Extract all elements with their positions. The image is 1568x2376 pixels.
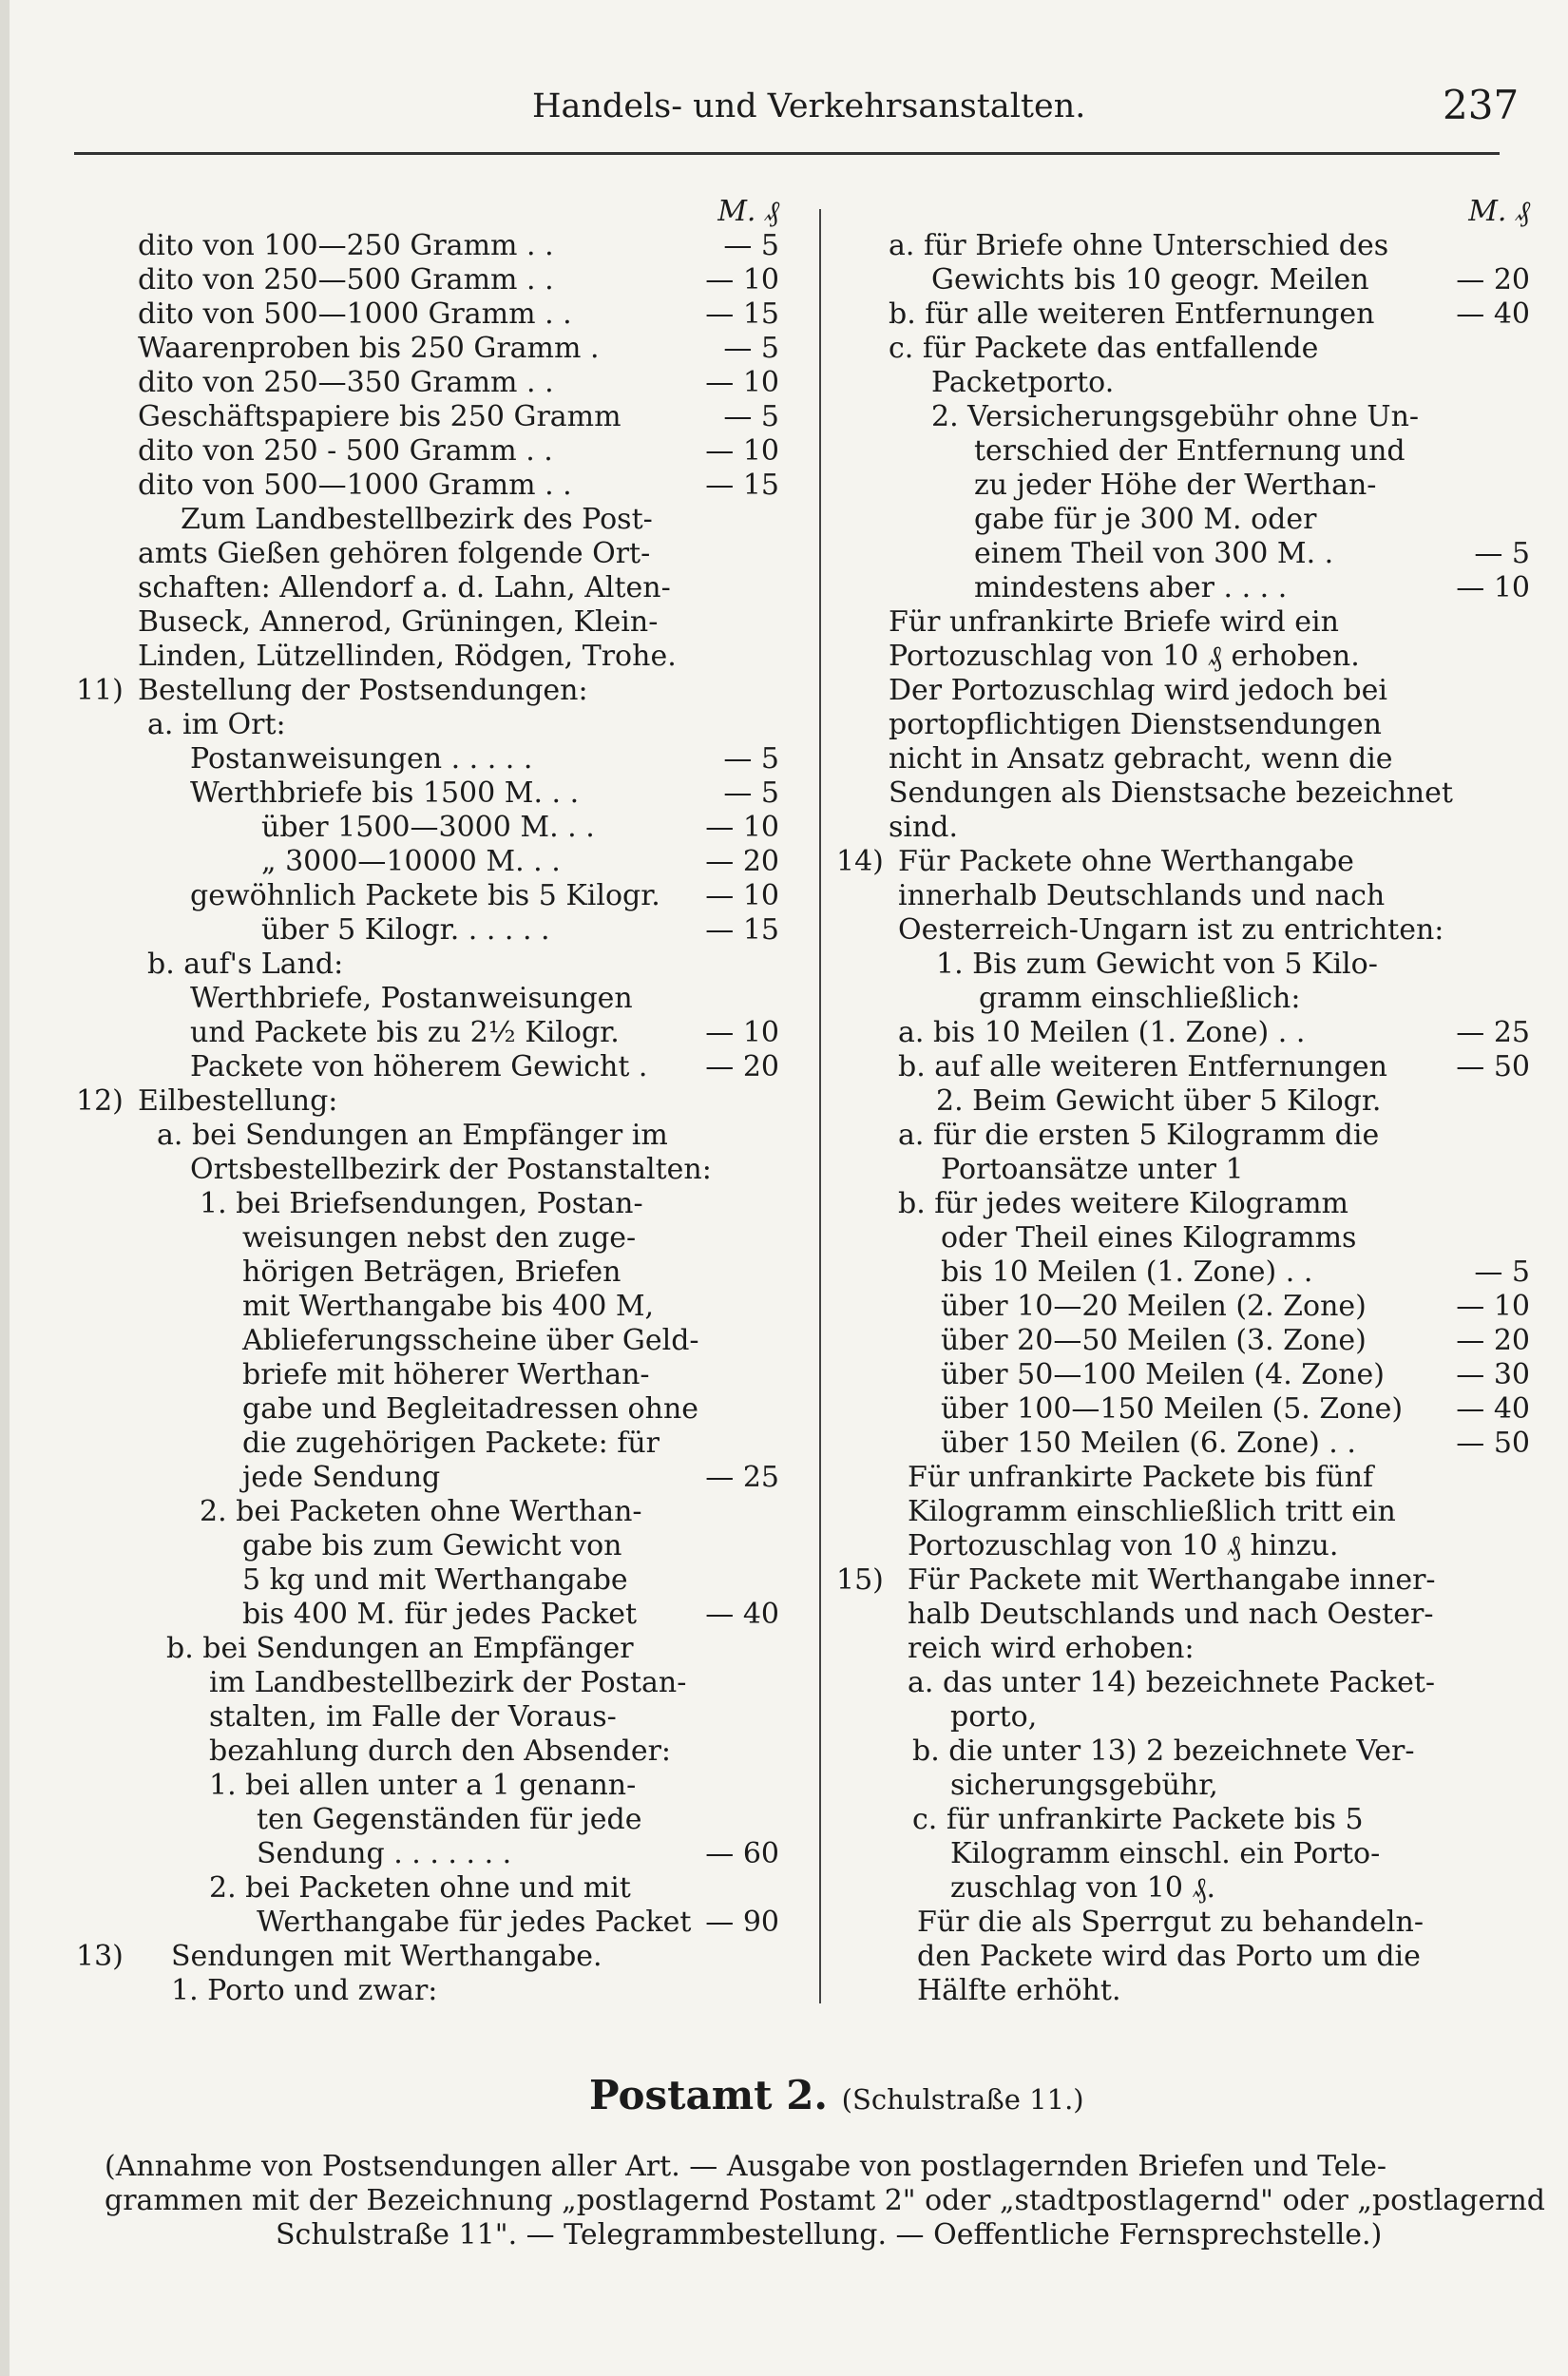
left-column-line xyxy=(76,1461,779,1495)
line-text: b. für alle weiteren Entfernungen xyxy=(889,297,1375,331)
line-text: dito von 500—1000 Gramm . . xyxy=(138,469,572,502)
left-column-line xyxy=(76,1666,779,1700)
right-column-line xyxy=(836,1290,1530,1324)
right-column-line xyxy=(836,1358,1530,1392)
line-text: briefe mit höherer Werthan- xyxy=(242,1358,650,1391)
left-column-line xyxy=(76,708,779,742)
amount: — 5 xyxy=(723,332,779,365)
amount: — 5 xyxy=(723,400,779,433)
right-column-line xyxy=(836,1153,1530,1187)
line-text: terschied der Entfernung und xyxy=(974,434,1405,468)
right-column-line xyxy=(836,1906,1530,1940)
left-column-line xyxy=(76,503,779,537)
line-text: c. für unfrankirte Packete bis 5 xyxy=(912,1803,1364,1836)
left-column-line xyxy=(76,366,779,400)
left-column-line xyxy=(76,605,779,640)
right-column-line xyxy=(836,1974,1530,2008)
line-text: Packetporto. xyxy=(931,366,1115,399)
line-text: 5 kg und mit Werthangabe xyxy=(242,1563,628,1597)
line-text: über 150 Meilen (6. Zone) . . xyxy=(941,1427,1356,1460)
right-column-line xyxy=(836,1734,1530,1769)
line-text: zuschlag von 10 ₰. xyxy=(950,1871,1215,1905)
amount: — 25 xyxy=(1456,1016,1530,1049)
line-text: c. für Packete das entfallende xyxy=(889,332,1319,365)
line-text: Sendungen als Dienstsache bezeichnet xyxy=(889,776,1453,810)
right-column-line xyxy=(836,913,1530,948)
left-column-line xyxy=(76,229,779,263)
currency-header: M. ₰ xyxy=(1468,195,1530,228)
amount: — 15 xyxy=(705,297,779,331)
line-text: jede Sendung xyxy=(242,1461,441,1494)
left-column-line xyxy=(76,195,779,229)
amount: — 5 xyxy=(723,229,779,262)
section-number: 11) xyxy=(76,674,124,707)
line-text: dito von 100—250 Gramm . . xyxy=(138,229,554,262)
line-text: Sendungen mit Werthangabe. xyxy=(171,1940,602,1973)
left-column-line xyxy=(76,1734,779,1769)
left-column-line xyxy=(76,1119,779,1153)
line-text: Hälfte erhöht. xyxy=(917,1974,1121,2007)
right-column-line xyxy=(836,537,1530,571)
left-column-line xyxy=(76,1255,779,1290)
line-text: dito von 250 - 500 Gramm . . xyxy=(138,434,553,468)
left-column-line xyxy=(76,1529,779,1563)
left-column-line xyxy=(76,1016,779,1050)
line-text: hörigen Beträgen, Briefen xyxy=(242,1255,621,1289)
left-column-line xyxy=(76,434,779,469)
left-column-line xyxy=(76,1598,779,1632)
right-column-line xyxy=(836,1084,1530,1119)
left-column-line xyxy=(76,1495,779,1529)
line-text: zu jeder Höhe der Werthan- xyxy=(974,469,1377,502)
postamt-notice-line: Schulstraße 11". — Telegrammbestellung. — Oeffentliche Fernsprechstelle.) xyxy=(276,2218,1383,2251)
right-column-line xyxy=(836,434,1530,469)
line-text: porto, xyxy=(950,1700,1038,1734)
amount: — 15 xyxy=(705,913,779,947)
left-column-line xyxy=(76,1837,779,1871)
right-column-line xyxy=(836,297,1530,332)
line-text: den Packete wird das Porto um die xyxy=(917,1940,1421,1973)
right-column-line xyxy=(836,263,1530,297)
line-text: 1. Bis zum Gewicht von 5 Kilo- xyxy=(936,948,1378,981)
left-column-line xyxy=(76,1290,779,1324)
right-column-line xyxy=(836,1940,1530,1974)
left-column-line xyxy=(76,1563,779,1598)
left-column-line xyxy=(76,1324,779,1358)
line-text: Packete von höherem Gewicht . xyxy=(190,1050,648,1083)
right-column-line xyxy=(836,708,1530,742)
right-column-line xyxy=(836,1803,1530,1837)
line-text: gewöhnlich Packete bis 5 Kilogr. xyxy=(190,879,660,912)
line-text: Postanweisungen . . . . . xyxy=(190,742,533,776)
amount: — 10 xyxy=(705,366,779,399)
left-column-line xyxy=(76,1871,779,1906)
line-text: dito von 250—350 Gramm . . xyxy=(138,366,554,399)
right-column-line xyxy=(836,948,1530,982)
line-text: Sendung . . . . . . . xyxy=(257,1837,512,1870)
left-column-line xyxy=(76,537,779,571)
line-text: sicherungsgebühr, xyxy=(950,1769,1218,1802)
line-text: a. für die ersten 5 Kilogramm die xyxy=(898,1119,1380,1152)
right-column-line xyxy=(836,1324,1530,1358)
right-column-line xyxy=(836,674,1530,708)
line-text: Der Portozuschlag wird jedoch bei xyxy=(889,674,1387,707)
amount: — 90 xyxy=(705,1906,779,1939)
line-text: Geschäftspapiere bis 250 Gramm xyxy=(138,400,621,433)
line-text: über 5 Kilogr. . . . . . xyxy=(261,913,550,947)
left-column-line xyxy=(76,879,779,913)
right-column-line xyxy=(836,640,1530,674)
line-text: über 20—50 Meilen (3. Zone) xyxy=(941,1324,1367,1357)
line-text: die zugehörigen Packete: für xyxy=(242,1427,660,1460)
line-text: mit Werthangabe bis 400 M, xyxy=(242,1290,655,1323)
amount: — 10 xyxy=(1456,571,1530,604)
right-column-line xyxy=(836,1461,1530,1495)
line-text: gabe bis zum Gewicht von xyxy=(242,1529,622,1562)
line-text: Buseck, Annerod, Grüningen, Klein- xyxy=(138,605,659,639)
line-text: 1. Porto und zwar: xyxy=(171,1974,438,2007)
right-column-line xyxy=(836,1392,1530,1427)
line-text: bezahlung durch den Absender: xyxy=(209,1734,672,1768)
left-column-line xyxy=(76,1221,779,1255)
amount: — 10 xyxy=(705,434,779,468)
page-number: 237 xyxy=(1443,82,1520,128)
line-text: Waarenproben bis 250 Gramm . xyxy=(138,332,600,365)
line-text: 2. bei Packeten ohne und mit xyxy=(209,1871,631,1905)
left-column-line xyxy=(76,1700,779,1734)
line-text: b. bei Sendungen an Empfänger xyxy=(166,1632,634,1665)
postamt-notice-line: (Annahme von Postsendungen aller Art. — Ausgabe von postlagernden Briefen und Tele- xyxy=(105,2150,1387,2183)
line-text: Für unfrankirte Packete bis fünf xyxy=(908,1461,1374,1494)
right-column-line xyxy=(836,229,1530,263)
line-text: b. die unter 13) 2 bezeichnete Ver- xyxy=(912,1734,1415,1768)
left-column-line xyxy=(76,811,779,845)
line-text: Für Packete mit Werthangabe inner- xyxy=(908,1563,1436,1597)
left-column-line xyxy=(76,640,779,674)
line-text: innerhalb Deutschlands und nach xyxy=(898,879,1386,912)
right-column-line xyxy=(836,195,1530,229)
line-text: Eilbestellung: xyxy=(138,1084,338,1118)
line-text: und Packete bis zu 2½ Kilogr. xyxy=(190,1016,620,1049)
right-column-line xyxy=(836,1666,1530,1700)
line-text: Ortsbestellbezirk der Postanstalten: xyxy=(190,1153,712,1186)
line-text: reich wird erhoben: xyxy=(908,1632,1195,1665)
currency-header: M. ₰ xyxy=(717,195,779,228)
right-column-line xyxy=(836,1700,1530,1734)
amount: — 5 xyxy=(723,776,779,810)
postamt-notice-line: grammen mit der Bezeichnung „postlagernd Postamt 2" oder „stadtpostlagernd" oder „postlagernd xyxy=(105,2184,1545,2217)
amount: — 40 xyxy=(1456,297,1530,331)
line-text: über 10—20 Meilen (2. Zone) xyxy=(941,1290,1367,1323)
left-column-line xyxy=(76,1803,779,1837)
amount: — 60 xyxy=(705,1837,779,1870)
left-column-line xyxy=(76,776,779,811)
right-column-line xyxy=(836,1119,1530,1153)
line-text: nicht in Ansatz gebracht, wenn die xyxy=(889,742,1393,776)
line-text: a. bis 10 Meilen (1. Zone) . . xyxy=(898,1016,1306,1049)
section-number: 14) xyxy=(836,845,884,878)
amount: — 5 xyxy=(723,742,779,776)
line-text: stalten, im Falle der Voraus- xyxy=(209,1700,617,1734)
line-text: a. für Briefe ohne Unterschied des xyxy=(889,229,1389,262)
line-text: Linden, Lützellinden, Rödgen, Trohe. xyxy=(138,640,677,673)
line-text: über 50—100 Meilen (4. Zone) xyxy=(941,1358,1385,1391)
right-column-line xyxy=(836,845,1530,879)
left-column-line xyxy=(76,469,779,503)
left-column-line xyxy=(76,948,779,982)
right-column xyxy=(836,195,1530,2008)
postamt-heading xyxy=(589,2072,1084,2118)
line-text: bis 400 M. für jedes Packet xyxy=(242,1598,638,1631)
right-column-line xyxy=(836,1769,1530,1803)
amount: — 15 xyxy=(705,469,779,502)
left-column-line xyxy=(76,742,779,776)
line-text: gramm einschließlich: xyxy=(979,982,1301,1015)
amount: — 5 xyxy=(1474,537,1530,570)
line-text: Für unfrankirte Briefe wird ein xyxy=(889,605,1339,639)
line-text: b. auf alle weiteren Entfernungen xyxy=(898,1050,1387,1083)
amount: — 5 xyxy=(1474,1255,1530,1289)
right-column-line xyxy=(836,982,1530,1016)
amount: — 50 xyxy=(1456,1050,1530,1083)
right-column-line xyxy=(836,1632,1530,1666)
right-column-line xyxy=(836,1187,1530,1221)
postamt-address: (Schulstraße 11.) xyxy=(841,2083,1084,2116)
right-column-line xyxy=(836,400,1530,434)
line-text: portopflichtigen Dienstsendungen xyxy=(889,708,1382,741)
section-number: 12) xyxy=(76,1084,124,1118)
line-text: halb Deutschlands und nach Oester- xyxy=(908,1598,1434,1631)
line-text: Bestellung der Postsendungen: xyxy=(138,674,588,707)
column-divider xyxy=(819,209,821,2003)
amount: — 10 xyxy=(705,263,779,297)
running-head: Handels- und Verkehrsanstalten. xyxy=(532,87,1086,125)
line-text: „ 3000—10000 M. . . xyxy=(261,845,561,878)
right-column-line xyxy=(836,811,1530,845)
left-column-line xyxy=(76,1153,779,1187)
right-column-line xyxy=(836,366,1530,400)
left-column-line xyxy=(76,1358,779,1392)
right-column-line xyxy=(836,1050,1530,1084)
left-column-line xyxy=(76,1187,779,1221)
right-column-line xyxy=(836,503,1530,537)
left-column-line xyxy=(76,1050,779,1084)
line-text: dito von 250—500 Gramm . . xyxy=(138,263,554,297)
amount: — 10 xyxy=(705,811,779,844)
line-text: Portozuschlag von 10 ₰ hinzu. xyxy=(908,1529,1339,1562)
left-column-line xyxy=(76,400,779,434)
amount: — 25 xyxy=(705,1461,779,1494)
line-text: Ablieferungsscheine über Geld- xyxy=(242,1324,699,1357)
left-column-line xyxy=(76,297,779,332)
line-text: 1. bei Briefsendungen, Postan- xyxy=(200,1187,643,1220)
right-column-line xyxy=(836,879,1530,913)
line-text: a. bei Sendungen an Empfänger im xyxy=(157,1119,668,1152)
line-text: über 1500—3000 M. . . xyxy=(261,811,595,844)
left-column-line xyxy=(76,1392,779,1427)
left-column-line xyxy=(76,1769,779,1803)
amount: — 40 xyxy=(705,1598,779,1631)
right-column-line xyxy=(836,1529,1530,1563)
line-text: im Landbestellbezirk der Postan- xyxy=(209,1666,687,1699)
right-column-line xyxy=(836,742,1530,776)
line-text: Kilogramm einschl. ein Porto- xyxy=(950,1837,1381,1870)
line-text: Für die als Sperrgut zu behandeln- xyxy=(917,1906,1424,1939)
line-text: Werthbriefe, Postanweisungen xyxy=(190,982,633,1015)
section-number: 13) xyxy=(76,1940,124,1973)
postamt-title: Postamt 2. xyxy=(589,2072,829,2118)
amount: — 20 xyxy=(1456,1324,1530,1357)
line-text: 2. bei Packeten ohne Werthan- xyxy=(200,1495,642,1528)
left-column-line xyxy=(76,845,779,879)
left-column-line xyxy=(76,1632,779,1666)
header-rule xyxy=(74,152,1500,155)
line-text: bis 10 Meilen (1. Zone) . . xyxy=(941,1255,1313,1289)
line-text: schaften: Allendorf a. d. Lahn, Alten- xyxy=(138,571,671,604)
right-column-line xyxy=(836,1016,1530,1050)
line-text: b. für jedes weitere Kilogramm xyxy=(898,1187,1348,1220)
line-text: b. auf's Land: xyxy=(147,948,344,981)
line-text: oder Theil eines Kilogramms xyxy=(941,1221,1357,1255)
amount: — 10 xyxy=(705,1016,779,1049)
line-text: einem Theil von 300 M. . xyxy=(974,537,1334,570)
left-column xyxy=(76,195,779,2008)
line-text: a. im Ort: xyxy=(147,708,286,741)
right-column-line xyxy=(836,332,1530,366)
left-column-line xyxy=(76,1427,779,1461)
amount: — 20 xyxy=(705,845,779,878)
line-text: Für Packete ohne Werthangabe xyxy=(898,845,1354,878)
line-text: Zum Landbestellbezirk des Post- xyxy=(181,503,653,536)
section-number: 15) xyxy=(836,1563,884,1597)
right-column-line xyxy=(836,776,1530,811)
amount: — 50 xyxy=(1456,1427,1530,1460)
left-column-line xyxy=(76,1084,779,1119)
line-text: ten Gegenständen für jede xyxy=(257,1803,642,1836)
page-edge-shadow xyxy=(0,0,10,2376)
left-column-line xyxy=(76,1974,779,2008)
line-text: Portoansätze unter 1 xyxy=(941,1153,1244,1186)
line-text: Gewichts bis 10 geogr. Meilen xyxy=(931,263,1369,297)
left-column-line xyxy=(76,263,779,297)
line-text: Kilogramm einschließlich tritt ein xyxy=(908,1495,1396,1528)
left-column-line xyxy=(76,332,779,366)
right-column-line xyxy=(836,1598,1530,1632)
line-text: gabe und Begleitadressen ohne xyxy=(242,1392,699,1426)
amount: — 20 xyxy=(1456,263,1530,297)
amount: — 20 xyxy=(705,1050,779,1083)
line-text: gabe für je 300 M. oder xyxy=(974,503,1317,536)
line-text: Werthangabe für jedes Packet xyxy=(257,1906,692,1939)
line-text: Oesterreich-Ungarn ist zu entrichten: xyxy=(898,913,1444,947)
line-text: über 100—150 Meilen (5. Zone) xyxy=(941,1392,1404,1426)
line-text: Werthbriefe bis 1500 M. . . xyxy=(190,776,580,810)
left-column-line xyxy=(76,674,779,708)
right-column-line xyxy=(836,1221,1530,1255)
right-column-line xyxy=(836,1837,1530,1871)
left-column-line xyxy=(76,571,779,605)
amount: — 30 xyxy=(1456,1358,1530,1391)
right-column-line xyxy=(836,1495,1530,1529)
line-text: weisungen nebst den zuge- xyxy=(242,1221,637,1255)
line-text: 1. bei allen unter a 1 genann- xyxy=(209,1769,637,1802)
right-column-line xyxy=(836,605,1530,640)
line-text: amts Gießen gehören folgende Ort- xyxy=(138,537,651,570)
right-column-line xyxy=(836,571,1530,605)
right-column-line xyxy=(836,469,1530,503)
line-text: 2. Versicherungsgebühr ohne Un- xyxy=(931,400,1420,433)
line-text: sind. xyxy=(889,811,959,844)
left-column-line xyxy=(76,1906,779,1940)
left-column-line xyxy=(76,1940,779,1974)
amount: — 40 xyxy=(1456,1392,1530,1426)
left-column-line xyxy=(76,913,779,948)
line-text: a. das unter 14) bezeichnete Packet- xyxy=(908,1666,1436,1699)
right-column-line xyxy=(836,1871,1530,1906)
amount: — 10 xyxy=(705,879,779,912)
line-text: dito von 500—1000 Gramm . . xyxy=(138,297,572,331)
line-text: 2. Beim Gewicht über 5 Kilogr. xyxy=(936,1084,1382,1118)
line-text: Portozuschlag von 10 ₰ erhoben. xyxy=(889,640,1360,673)
right-column-line xyxy=(836,1427,1530,1461)
left-column-line xyxy=(76,982,779,1016)
right-column-line xyxy=(836,1255,1530,1290)
amount: — 10 xyxy=(1456,1290,1530,1323)
line-text: mindestens aber . . . . xyxy=(974,571,1288,604)
right-column-line xyxy=(836,1563,1530,1598)
